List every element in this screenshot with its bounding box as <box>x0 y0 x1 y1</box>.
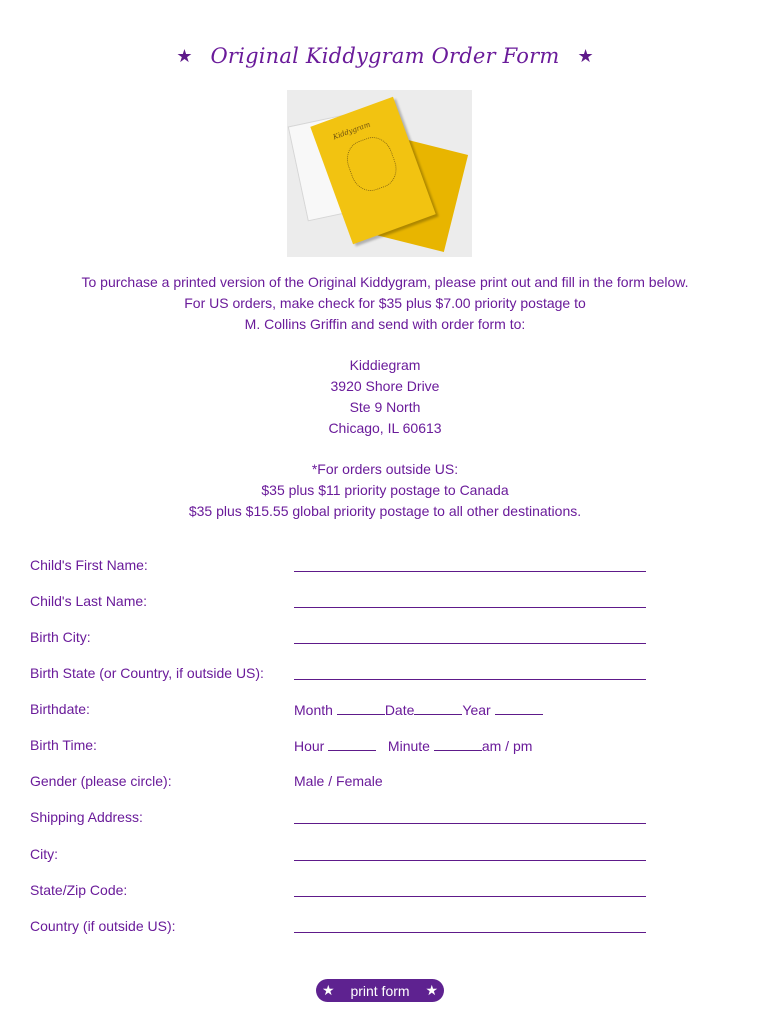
first-name-row <box>30 557 670 577</box>
country-label: Country (if outside US): <box>30 918 176 934</box>
intro-line-3: M. Collins Griffin and send with order form to: <box>244 316 526 332</box>
birthdate-date-label: Date <box>384 702 415 718</box>
shipping-field[interactable] <box>294 823 646 824</box>
title-row <box>0 44 770 68</box>
birth-time-fields <box>294 737 532 754</box>
intro-line-1: To purchase a printed version of the Original Kiddygram, please print out and fill in the form below. <box>81 274 689 290</box>
state-zip-field[interactable] <box>294 896 646 897</box>
first-name-label: Child's First Name: <box>30 557 148 573</box>
folder-sketch <box>341 132 402 197</box>
birthdate-label: Birthdate: <box>30 701 90 717</box>
print-form-button[interactable] <box>316 979 444 1002</box>
birthdate-year-label: Year <box>462 702 491 718</box>
address-line-1: Kiddiegram <box>349 357 421 373</box>
birth-time-row <box>30 737 670 757</box>
birthdate-fields <box>294 701 543 718</box>
birth-state-field[interactable] <box>294 679 646 680</box>
birth-state-label: Birth State (or Country, if outside US): <box>30 665 264 681</box>
intl-canada: $35 plus $11 priority postage to Canada <box>261 482 509 498</box>
birth-state-row <box>30 665 670 685</box>
birth-city-label: Birth City: <box>30 629 91 645</box>
intl-other: $35 plus $15.55 global priority postage to all other destinations. <box>188 503 582 519</box>
address-line-3: Ste 9 North <box>349 399 421 415</box>
birthdate-row <box>30 701 670 721</box>
star-icon: ★ <box>425 982 438 998</box>
last-name-field[interactable] <box>294 607 646 608</box>
city-field[interactable] <box>294 860 646 861</box>
first-name-field[interactable] <box>294 571 646 572</box>
country-field[interactable] <box>294 932 646 933</box>
last-name-label: Child's Last Name: <box>30 593 148 609</box>
birth-time-hour-label: Hour <box>294 738 325 754</box>
birthdate-month-label: Month <box>294 702 333 718</box>
birth-time-hour-field[interactable] <box>328 737 376 751</box>
intl-heading: *For orders outside US: <box>311 461 459 477</box>
birth-city-row <box>30 629 670 649</box>
product-photo <box>287 90 472 257</box>
address-line-4: Chicago, IL 60613 <box>328 420 442 436</box>
page-title: Original Kiddygram Order Form <box>210 44 560 68</box>
address-line-2: 3920 Shore Drive <box>330 378 440 394</box>
shipping-row <box>30 809 670 829</box>
state-zip-row <box>30 882 670 902</box>
gender-options[interactable]: Male / Female <box>294 773 383 789</box>
star-icon: ★ <box>176 45 193 66</box>
country-row <box>30 918 670 938</box>
birthdate-month-field[interactable] <box>337 701 385 715</box>
birth-time-label: Birth Time: <box>30 737 97 753</box>
birthdate-year-field[interactable] <box>495 701 543 715</box>
shipping-label: Shipping Address: <box>30 809 143 825</box>
last-name-row <box>30 593 670 613</box>
birth-time-minute-field[interactable] <box>434 737 482 751</box>
birth-city-field[interactable] <box>294 643 646 644</box>
state-zip-label: State/Zip Code: <box>30 882 128 898</box>
birth-time-ampm[interactable]: am / pm <box>481 738 533 754</box>
gender-label: Gender (please circle): <box>30 773 172 789</box>
city-row <box>30 846 670 866</box>
birth-time-minute-label: Minute <box>387 738 430 754</box>
star-icon: ★ <box>577 45 594 66</box>
star-icon: ★ <box>322 982 335 998</box>
intro-line-2: For US orders, make check for $35 plus $7.00 priority postage to <box>184 295 586 311</box>
print-form-label: print form <box>350 982 410 999</box>
folder-cover-title: Kiddygram <box>331 120 372 142</box>
gender-row <box>30 773 670 793</box>
birthdate-date-field[interactable] <box>414 701 462 715</box>
city-label: City: <box>30 846 58 862</box>
